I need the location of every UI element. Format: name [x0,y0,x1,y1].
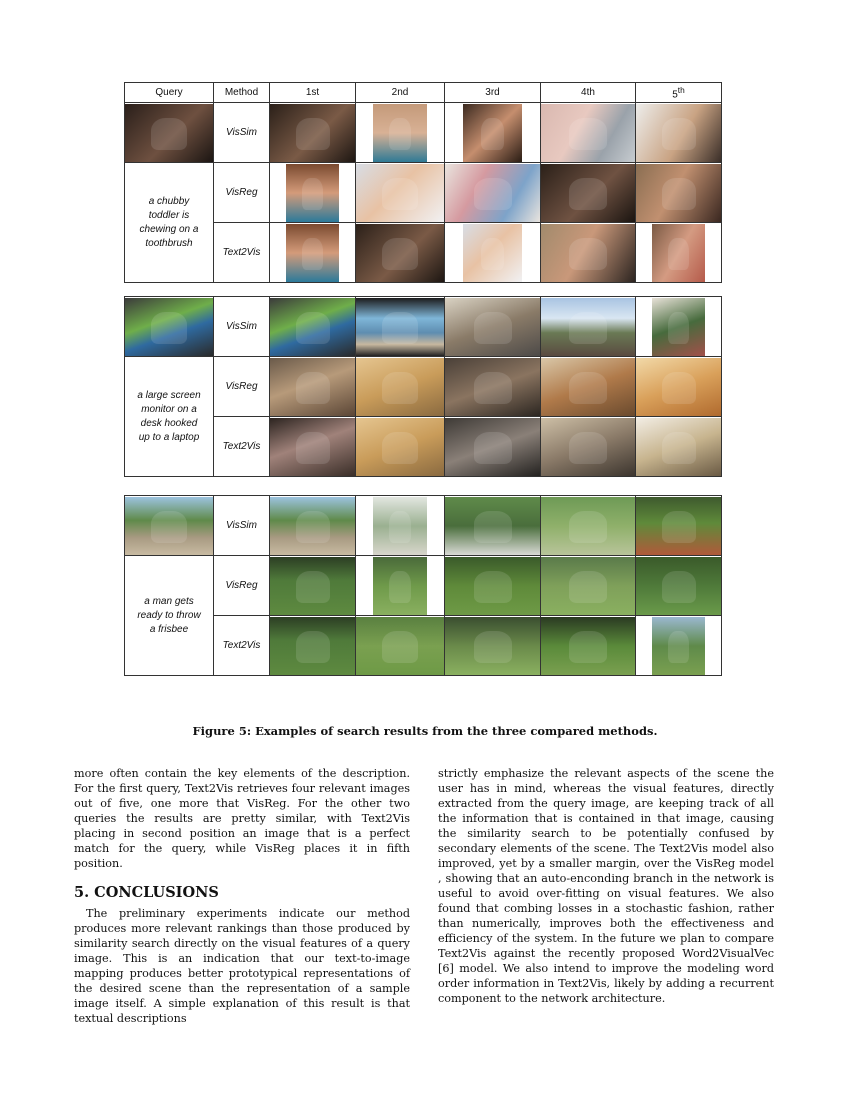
result-row [125,357,722,417]
result-image [636,104,721,162]
result-image [270,497,355,555]
result-row [125,496,722,556]
result-image [445,358,540,416]
result-image [270,557,355,615]
figure-table-group-2 [124,296,722,477]
query-text: a man gets ready to throw a frisbee [125,556,214,676]
result-image-cell [541,556,636,616]
right-column [438,766,774,1006]
query-image [125,298,213,356]
result-image [652,298,705,356]
paragraph: more often contain the key elements of the description. For the first query, Text2Vis retrieves four relevant images out of five, one more that VisReg. For the other two queries the results are pretty similar, with Text2Vis placing in second position an image that is a perfect match for the query, while VisReg places it in fifth position. [74,767,410,870]
result-image [445,617,540,675]
result-image [445,418,540,476]
result-image [636,164,721,222]
result-image [270,418,355,476]
result-image-cell [270,417,356,477]
result-image [270,617,355,675]
result-image [286,224,339,282]
query-image-cell [125,297,214,357]
result-image-cell [636,223,722,283]
paragraph: The preliminary experiments indicate our method produces more relevant rankings than those produced by similarity search directly on the visual features of a query image. This is an indication that our text-to-image mapping produces better prototypical representations of the desired scene than the representation of a sample image itself. A simple explanation of this result is that textual descriptions [74,907,410,1025]
header-method: Method [214,83,270,103]
method-label: VisSim [214,103,270,163]
result-image-cell [636,556,722,616]
query-image [125,104,213,162]
method-label: VisReg [214,556,270,616]
result-image-cell [541,103,636,163]
section-heading: 5. CONCLUSIONS [74,884,219,901]
header-2nd: 2nd [356,83,445,103]
result-image [636,418,721,476]
result-image-cell [445,297,541,357]
result-image [541,104,635,162]
result-image [541,358,635,416]
result-image-cell [356,417,445,477]
figure-caption: Figure 5: Examples of search results from the three compared methods. [192,724,658,738]
method-label: VisReg [214,163,270,223]
result-image [373,497,428,555]
result-image-cell [270,556,356,616]
result-image [636,557,721,615]
result-image-cell [356,297,445,357]
result-image [445,298,540,356]
result-image [373,104,428,162]
method-label: Text2Vis [214,223,270,283]
result-row [125,163,722,223]
result-image [636,358,721,416]
result-image-cell [270,103,356,163]
result-image-cell [636,297,722,357]
result-image-cell [445,556,541,616]
result-image [286,164,339,222]
result-image [652,224,705,282]
result-image [373,557,428,615]
result-row [125,616,722,676]
result-image-cell [445,496,541,556]
result-image [356,418,444,476]
header-3rd: 3rd [445,83,541,103]
result-image-cell [445,616,541,676]
result-image [541,298,635,356]
result-image-cell [270,357,356,417]
result-image-cell [356,357,445,417]
result-image [541,557,635,615]
figure-table-group-1 [124,82,722,283]
result-row [125,556,722,616]
paragraph: strictly emphasize the relevant aspects of the scene the user has in mind, whereas the visual features, directly extracted from the query image, are keeping track of all the information that is contained in that image, causing the similarity search to be potentially confused by secondary elements of the scene. The Text2Vis model also improved, yet by a smaller margin, over the VisReg model , showing that an auto-enconding branch in the network is useful to avoid over-fitting on visual features. We also found that combing losses in a stochastic fashion, rather than numerically, improves both the effectiveness and efficiency of the system. In the future we plan to compare Text2Vis against the recently proposed Word2VisualVec [6] model. We also intend to improve the modeling word order information in Text2Vis, likely by adding a recurrent component to the network architecture. [438,767,774,1005]
query-image [125,497,213,555]
result-image [652,617,705,675]
header-5th: 5th [636,83,722,103]
result-image-cell [445,357,541,417]
result-image [541,617,635,675]
query-image-cell [125,496,214,556]
result-image-cell [270,616,356,676]
result-image [445,164,540,222]
header-4th: 4th [541,83,636,103]
result-image-cell [636,103,722,163]
method-label: VisSim [214,496,270,556]
result-image-cell [270,496,356,556]
result-image [541,497,635,555]
result-image-cell [636,163,722,223]
figure-header-row [125,83,722,103]
result-image-cell [541,496,636,556]
result-image-cell [541,417,636,477]
figure-table-group-3 [124,495,722,676]
result-image [445,557,540,615]
result-image [541,224,635,282]
result-image-cell [270,163,356,223]
result-image [463,104,522,162]
left-column [74,766,410,1026]
result-image [356,298,444,356]
result-image-cell [356,556,445,616]
method-label: Text2Vis [214,417,270,477]
result-image [541,418,635,476]
result-image-cell [356,496,445,556]
result-image [356,224,444,282]
method-label: VisSim [214,297,270,357]
result-row [125,223,722,283]
header-1st: 1st [270,83,356,103]
result-image-cell [270,297,356,357]
result-image-cell [445,103,541,163]
result-image-cell [541,616,636,676]
result-image-cell [445,223,541,283]
result-image [270,104,355,162]
result-image-cell [541,297,636,357]
result-image-cell [541,357,636,417]
result-image-cell [270,223,356,283]
result-image-cell [356,163,445,223]
query-image-cell [125,103,214,163]
result-image [541,164,635,222]
result-image [445,497,540,555]
result-image-cell [445,417,541,477]
query-text: a chubby toddler is chewing on a toothbrush [125,163,214,283]
result-image [463,224,522,282]
result-image-cell [356,223,445,283]
result-row [125,297,722,357]
result-image-cell [636,357,722,417]
result-row [125,417,722,477]
query-text: a large screen monitor on a desk hooked up to a laptop [125,357,214,477]
result-image [356,358,444,416]
result-image [356,164,444,222]
method-label: Text2Vis [214,616,270,676]
header-query: Query [125,83,214,103]
result-image [356,617,444,675]
result-image-cell [356,103,445,163]
result-image-cell [636,616,722,676]
result-image-cell [636,417,722,477]
result-image-cell [541,223,636,283]
result-image [636,497,721,555]
result-image-cell [541,163,636,223]
result-row [125,103,722,163]
result-image [270,358,355,416]
result-image-cell [636,496,722,556]
result-image-cell [445,163,541,223]
result-image [270,298,355,356]
method-label: VisReg [214,357,270,417]
result-image-cell [356,616,445,676]
